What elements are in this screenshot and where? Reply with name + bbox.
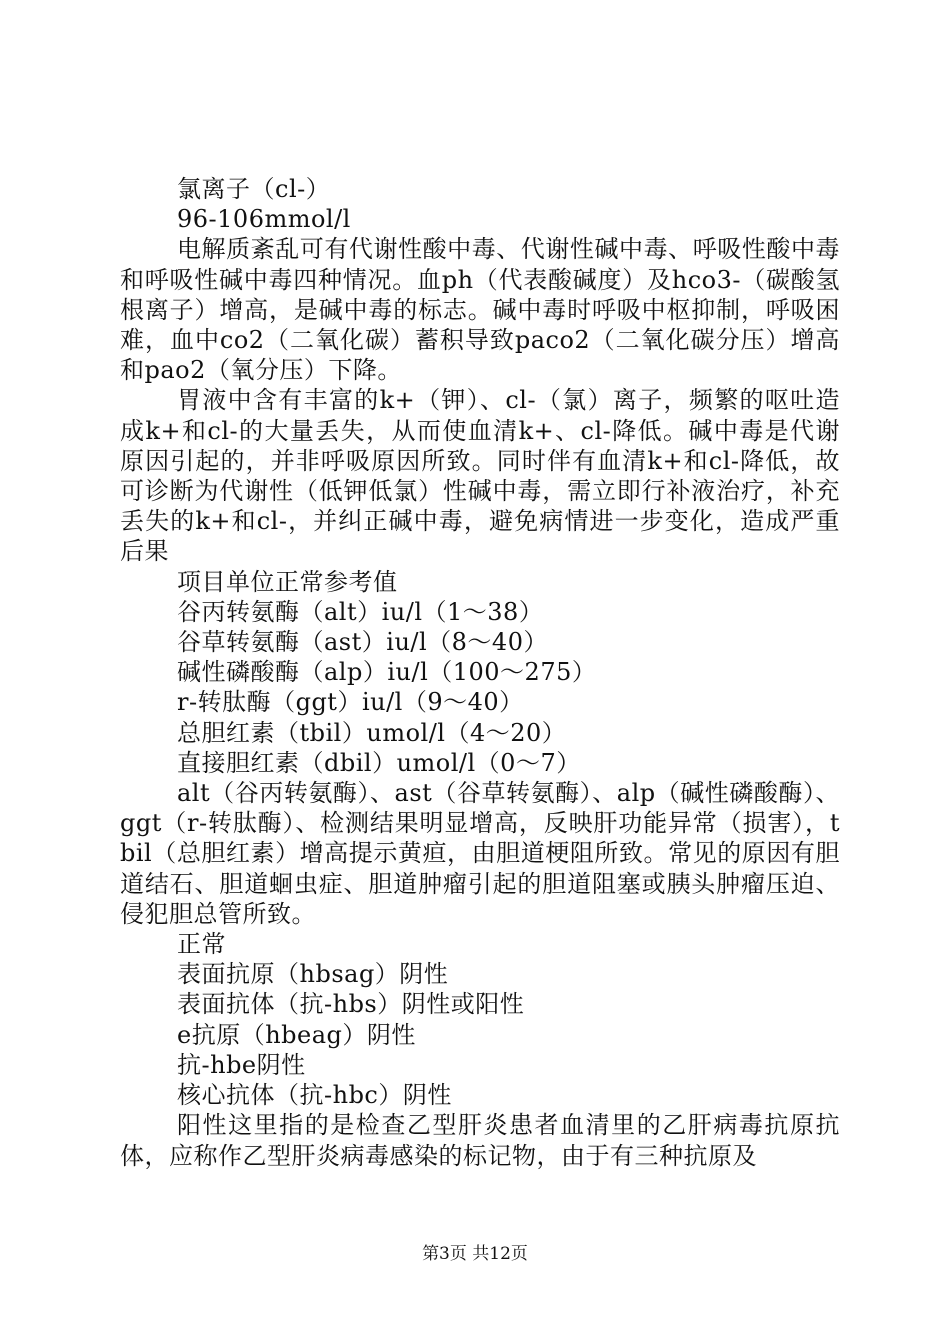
anti-hbe-line: 抗-hbe阴性 bbox=[177, 1050, 306, 1079]
electrolyte-paragraph: 电解质紊乱可有代谢性酸中毒、代谢性碱中毒、呼吸性酸中毒和呼吸性碱中毒四种情况。血ph（代表酸碱度）及hco3-（碳酸氢根离子）增高，是碱中毒的标志。碱中毒时呼吸中枢抑制，呼吸困难，血中co2（二氧化碳）蓄积导致paco2（二氧化碳分压）增高和pao2（氧分压）下降。 bbox=[120, 235, 840, 385]
page-number-footer: 第3页 共12页 bbox=[422, 1244, 528, 1264]
hbeag-line: e抗原（hbeag）阴性 bbox=[177, 1020, 416, 1049]
anti-hbs-line: 表面抗体（抗-hbs）阴性或阳性 bbox=[177, 990, 525, 1019]
liver-paragraph: alt（谷丙转氨酶）、ast（谷草转氨酶）、alp（碱性磷酸酶）、ggt（r-转肽酶）、检测结果明显增高，反映肝功能异常（损害），tbil（总胆红素）增高提示黄疸，由胆道梗阻所致。常见的原因有胆道结石、胆道蛔虫症、胆道肿瘤引起的胆道阻塞或胰头肿瘤压迫、侵犯胆总管所致。 bbox=[120, 779, 840, 928]
ast-line: 谷草转氨酶（ast）iu/l（8～40） bbox=[177, 628, 548, 657]
gastric-paragraph: 胃液中含有丰富的k+（钾）、cl-（氯）离子，频繁的呕吐造成k+和cl-的大量丢失，从而使血清k+、cl-降低。碱中毒是代谢原因引起的，并非呼吸原因所致。同时伴有血清k+和cl-降低，故可诊断为代谢性（低钾低氯）性碱中毒，需立即行补液治疗，补充丢失的k+和cl-，并纠正碱中毒，避免病情进一步变化，造成严重后果 bbox=[120, 386, 840, 566]
dbil-line: 直接胆红素（dbil）umol/l（0～7） bbox=[177, 748, 581, 777]
anti-hbc-line: 核心抗体（抗-hbc）阴性 bbox=[177, 1081, 452, 1110]
ggt-line: r-转肽酶（ggt）iu/l（9～40） bbox=[177, 688, 524, 717]
alp-line: 碱性磷酸酶（alp）iu/l（100～275） bbox=[177, 658, 597, 687]
chloride-label: 氯离子（cl-） bbox=[177, 175, 331, 203]
tbil-line: 总胆红素（tbil）umol/l（4～20） bbox=[177, 718, 567, 747]
document-body bbox=[120, 174, 840, 1171]
normal-heading: 正常 bbox=[177, 930, 226, 959]
liver-table-header: 项目单位正常参考值 bbox=[177, 567, 398, 596]
alt-line: 谷丙转氨酶（alt）iu/l（1～38） bbox=[177, 597, 544, 626]
chloride-range: 96-106mmol/l bbox=[177, 205, 351, 234]
hbsag-line: 表面抗原（hbsag）阴性 bbox=[177, 960, 449, 989]
positive-paragraph: 阳性这里指的是检查乙型肝炎患者血清里的乙肝病毒抗原抗体，应称作乙型肝炎病毒感染的标记物，由于有三种抗原及 bbox=[120, 1111, 840, 1170]
